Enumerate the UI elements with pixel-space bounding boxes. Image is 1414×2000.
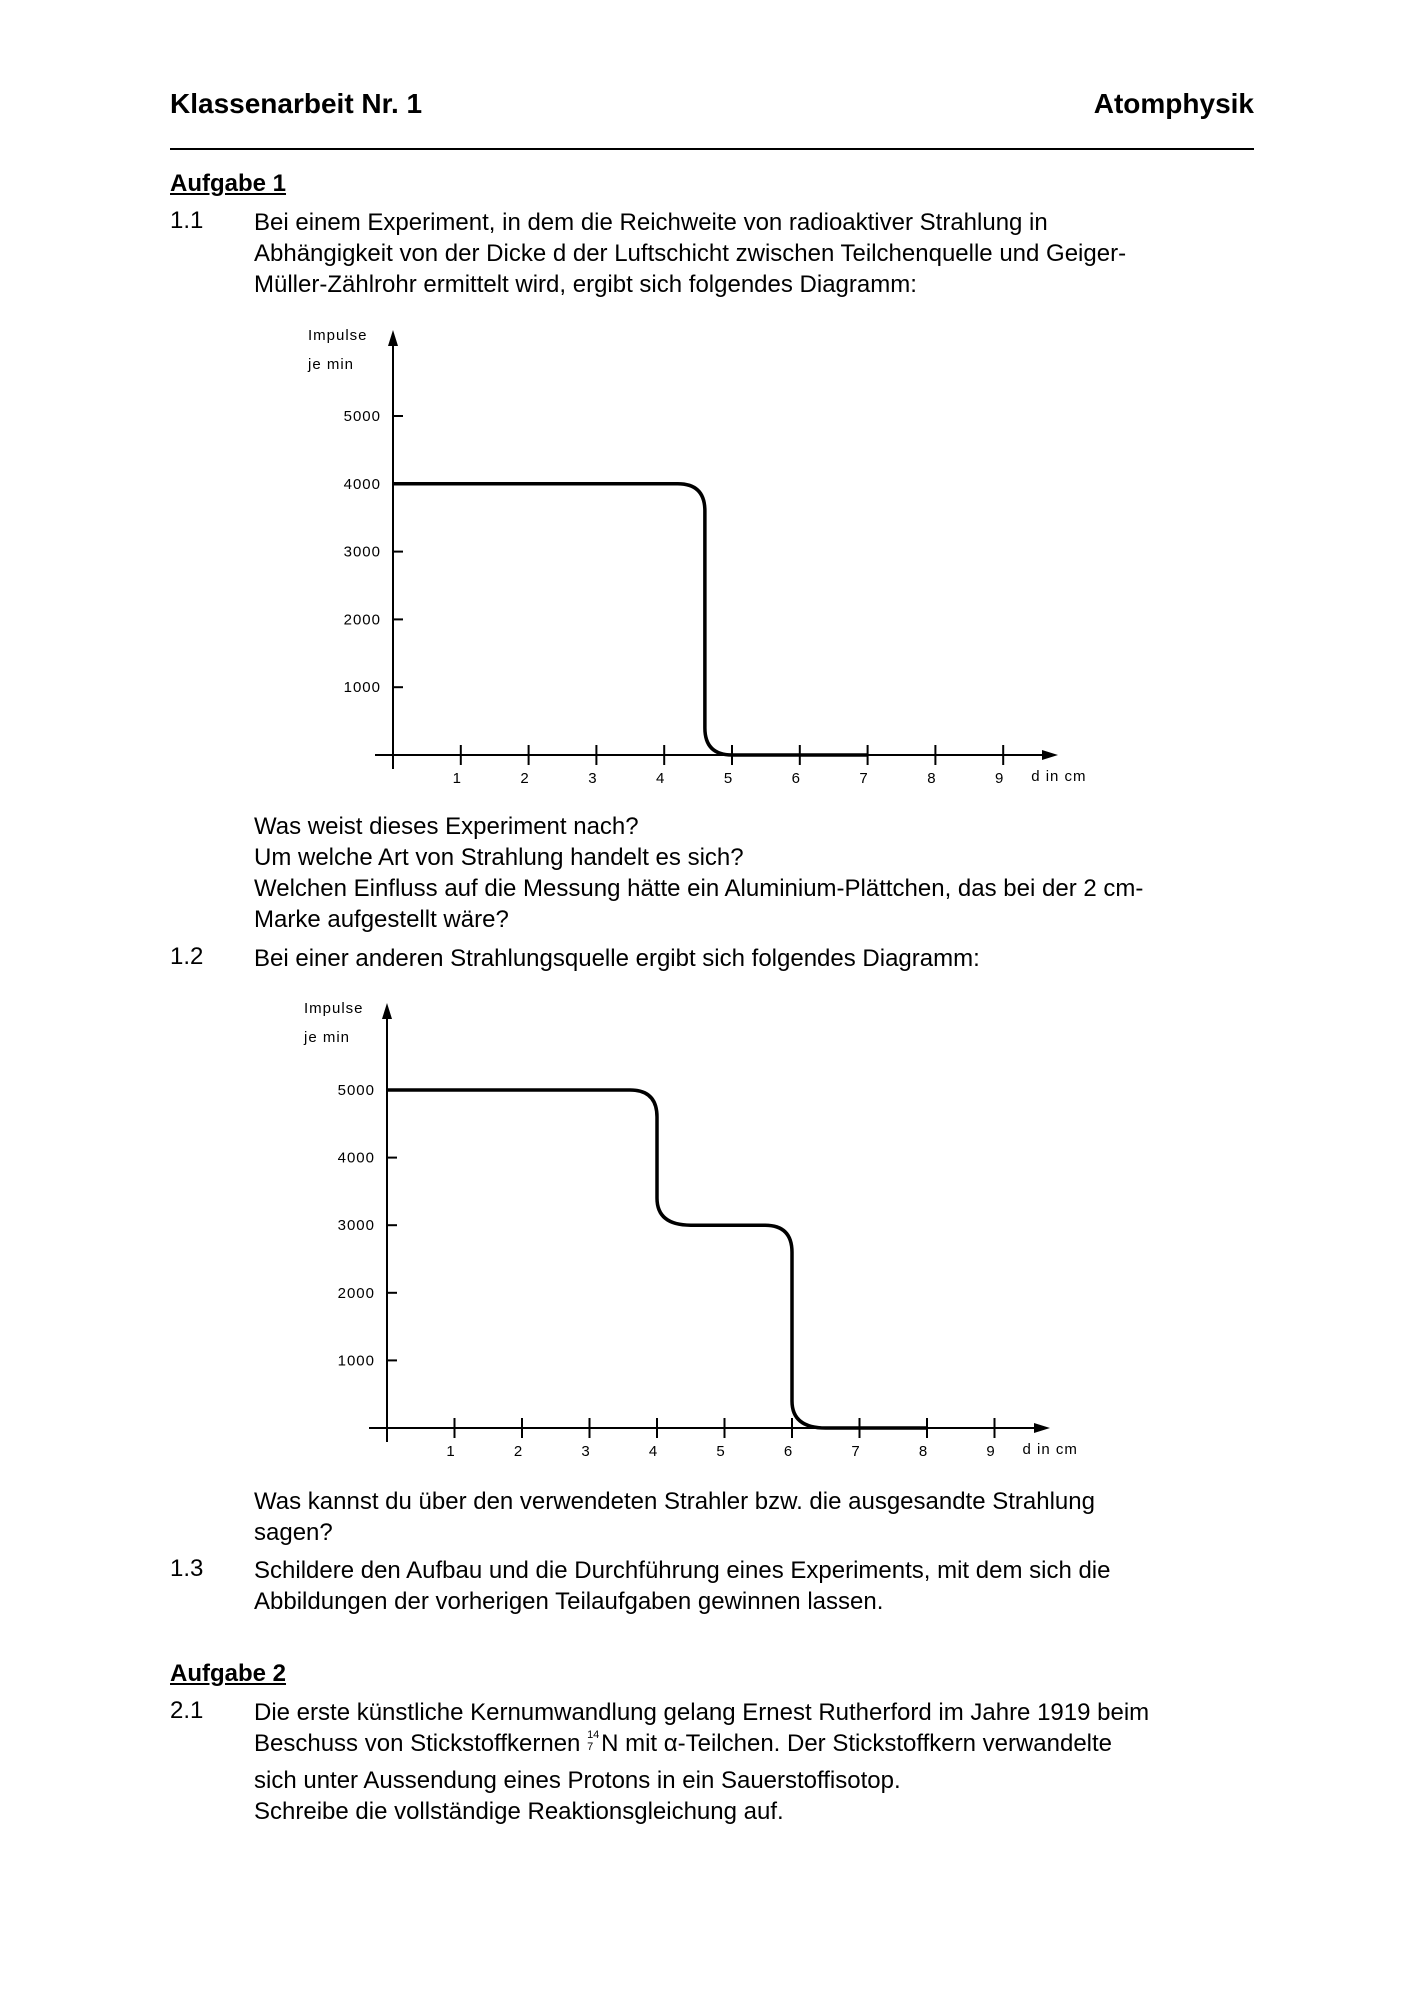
question-line: Um welche Art von Strahlung handelt es sich? (254, 844, 744, 871)
element-symbol: N (601, 1730, 619, 1757)
y-axis-label: je min (308, 356, 355, 373)
question-line: sagen? (254, 1519, 333, 1546)
task-1-2-number: 1.2 (170, 943, 204, 970)
text-fragment: mit α-Teilchen. Der Stickstoffkern verwandelte (625, 1730, 1113, 1757)
x-tick-label: 6 (791, 770, 800, 787)
text-line: Müller-Zählrohr ermittelt wird, ergibt sich folgendes Diagramm: (254, 271, 917, 298)
text-fragment: Beschuss von Stickstoffkernen (254, 1730, 581, 1757)
y-tick-label: 3000 (343, 543, 381, 561)
x-tick-label: 3 (581, 1443, 590, 1460)
chart-2-group (303, 1000, 1078, 1460)
y-tick-label: 4000 (337, 1149, 375, 1167)
header-rule (170, 148, 1254, 150)
task-1-1-text (254, 207, 1254, 300)
text-line: Bei einer anderen Strahlungsquelle ergibt sich folgendes Diagramm: (254, 945, 980, 972)
y-tick-label: 2000 (337, 1284, 375, 1302)
task-1-1-number: 1.1 (170, 207, 204, 234)
y-axis-label: Impulse (304, 1000, 364, 1017)
y-tick-label: 4000 (343, 475, 381, 493)
page-header (170, 88, 1254, 122)
x-tick-label: 2 (520, 770, 529, 787)
subject-title: Atomphysik (1093, 88, 1254, 119)
x-tick-label: 4 (648, 1443, 658, 1460)
x-tick-label: 8 (918, 1443, 928, 1460)
text-line (254, 1728, 1254, 1759)
y-tick-label: 1000 (337, 1352, 375, 1370)
task-1-1-questions (254, 811, 1254, 935)
y-tick-label: 2000 (343, 611, 381, 629)
x-tick-label: 1 (446, 1443, 455, 1460)
question-line: Welchen Einfluss auf die Messung hätte ein Aluminium-Plättchen, das bei der 2 cm- (254, 875, 1144, 902)
x-tick-label: 5 (716, 1443, 725, 1460)
question-line: Was weist dieses Experiment nach? (254, 813, 639, 840)
aufgabe2-heading: Aufgabe 2 (170, 1660, 287, 1687)
x-tick-label: 3 (588, 770, 597, 787)
question-line: Marke aufgestellt wäre? (254, 906, 509, 933)
task-1-2-text (254, 943, 1254, 974)
task-1-3-number: 1.3 (170, 1555, 204, 1582)
chart-1-group (307, 327, 1087, 787)
x-tick-label: 9 (986, 1443, 995, 1460)
series-line (393, 484, 868, 755)
x-tick-label: 7 (851, 1443, 860, 1460)
x-tick-label: 5 (723, 770, 733, 787)
y-tick-label: 5000 (337, 1082, 375, 1099)
x-tick-label: 7 (859, 770, 868, 787)
x-tick-label: 8 (927, 770, 936, 787)
x-tick-label: 2 (513, 1443, 523, 1460)
nitrogen-isotope-notation (587, 1731, 601, 1755)
text-line: Die erste künstliche Kernumwandlung gelang Ernest Rutherford im Jahre 1919 beim (254, 1699, 1150, 1726)
task-2-1-text (254, 1697, 1254, 1827)
series-line (387, 1090, 927, 1428)
task-2-1-number: 2.1 (170, 1697, 204, 1724)
y-axis-arrow (388, 330, 398, 346)
text-line: Abbildungen der vorherigen Teilaufgaben gewinnen lassen. (254, 1588, 884, 1615)
atomic-number: 7 (587, 1741, 594, 1753)
task-1-2-questions (254, 1486, 1254, 1548)
text-line: Abhängigkeit von der Dicke d der Luftschicht zwischen Teilchenquelle und Geiger- (254, 240, 1127, 267)
text-line: sich unter Aussendung eines Protons in ein Sauerstoffisotop. (254, 1767, 901, 1794)
text-line: Schreibe die vollständige Reaktionsgleichung auf. (254, 1798, 784, 1825)
y-axis-arrow (382, 1003, 392, 1019)
x-axis-label: d in cm (1022, 1441, 1078, 1458)
y-tick-label: 1000 (343, 679, 381, 697)
text-line: Schildere den Aufbau und die Durchführung eines Experiments, mit dem sich die (254, 1557, 1111, 1584)
x-tick-label: 4 (656, 770, 665, 787)
x-axis-label: d in cm (1031, 768, 1087, 785)
task-1-3-text (254, 1555, 1254, 1617)
y-axis-label: Impulse (308, 327, 368, 344)
y-axis-label: je min (304, 1029, 351, 1046)
exam-title: Klassenarbeit Nr. 1 (170, 88, 423, 119)
y-tick-label: 3000 (337, 1217, 375, 1235)
x-tick-label: 9 (995, 770, 1004, 787)
x-axis-arrow (1034, 1423, 1050, 1433)
y-tick-label: 5000 (343, 408, 381, 425)
aufgabe1-heading: Aufgabe 1 (170, 170, 287, 197)
text-line: Bei einem Experiment, in dem die Reichweite von radioaktiver Strahlung in (254, 209, 1048, 236)
x-tick-label: 1 (452, 770, 461, 787)
question-line: Was kannst du über den verwendeten Strahler bzw. die ausgesandte Strahlung (254, 1488, 1095, 1515)
mass-number: 14 (587, 1729, 600, 1741)
x-axis-arrow (1042, 750, 1058, 760)
x-tick-label: 6 (783, 1443, 793, 1460)
